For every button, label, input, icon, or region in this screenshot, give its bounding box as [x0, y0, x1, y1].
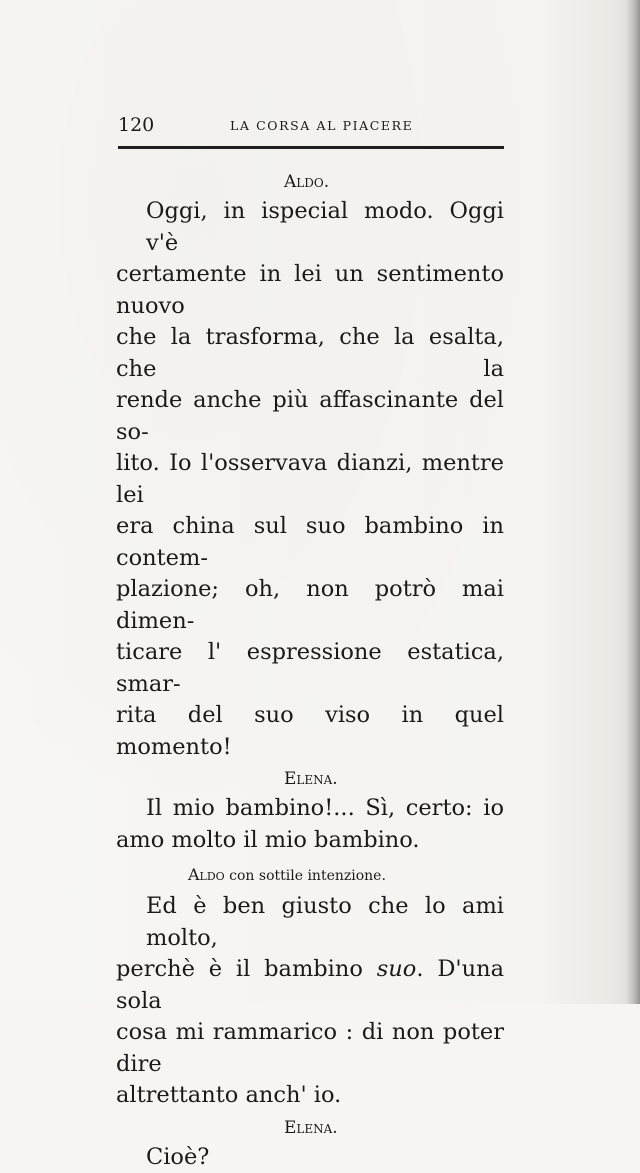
- play-text: [116, 168, 504, 1173]
- text-line: che la trasforma, che la esalta, che la: [116, 322, 504, 385]
- text-line: Cioè?: [116, 1142, 504, 1173]
- emphasized-word: suo: [377, 956, 417, 982]
- text-line: cosa mi rammarico : di non poter dire: [116, 1017, 504, 1080]
- direction-text: con sottile intenzione.: [229, 868, 386, 884]
- header-rule: [118, 146, 504, 149]
- speaker-label: Aldo: [188, 865, 225, 884]
- text-line-emphasis: perchè è il bambino suo. D'una sola: [116, 954, 504, 1017]
- stage-direction: [116, 862, 504, 889]
- speech-paragraph: [116, 1142, 504, 1173]
- text-line: Ed è ben giusto che lo ami molto,: [116, 891, 504, 954]
- speaker-label: Elena.: [116, 1114, 504, 1142]
- text-line: era china sul suo bambino in contem-: [116, 511, 504, 574]
- speaker-label: Aldo.: [116, 168, 504, 196]
- text-line: lito. Io l'osservava dianzi, mentre lei: [116, 448, 504, 511]
- text-line: amo molto il mio bambino.: [116, 825, 504, 857]
- text-line: Oggi, in ispecial modo. Oggi v'è: [116, 196, 504, 259]
- text-line: ticare l' espressione estatica, smar-: [116, 637, 504, 700]
- text-line: plazione; oh, non potrò mai dimen-: [116, 574, 504, 637]
- speech-paragraph: [116, 196, 504, 763]
- page-header: [118, 113, 504, 137]
- text-line: rita del suo viso in quel momento!: [116, 700, 504, 763]
- page-edge-shadow: [626, 0, 640, 1004]
- page-number: 120: [118, 113, 154, 137]
- speech-paragraph: [116, 891, 504, 1112]
- speaker-label: Elena.: [116, 765, 504, 793]
- speech-paragraph: [116, 793, 504, 856]
- running-title: LA CORSA AL PIACERE: [230, 116, 413, 136]
- text-line: altrettanto anch' io.: [116, 1080, 504, 1112]
- text-line: rende anche più affascinante del so-: [116, 385, 504, 448]
- text-line: certamente in lei un sentimento nuovo: [116, 259, 504, 322]
- text-line: Il mio bambino!... Sì, certo: io: [116, 793, 504, 825]
